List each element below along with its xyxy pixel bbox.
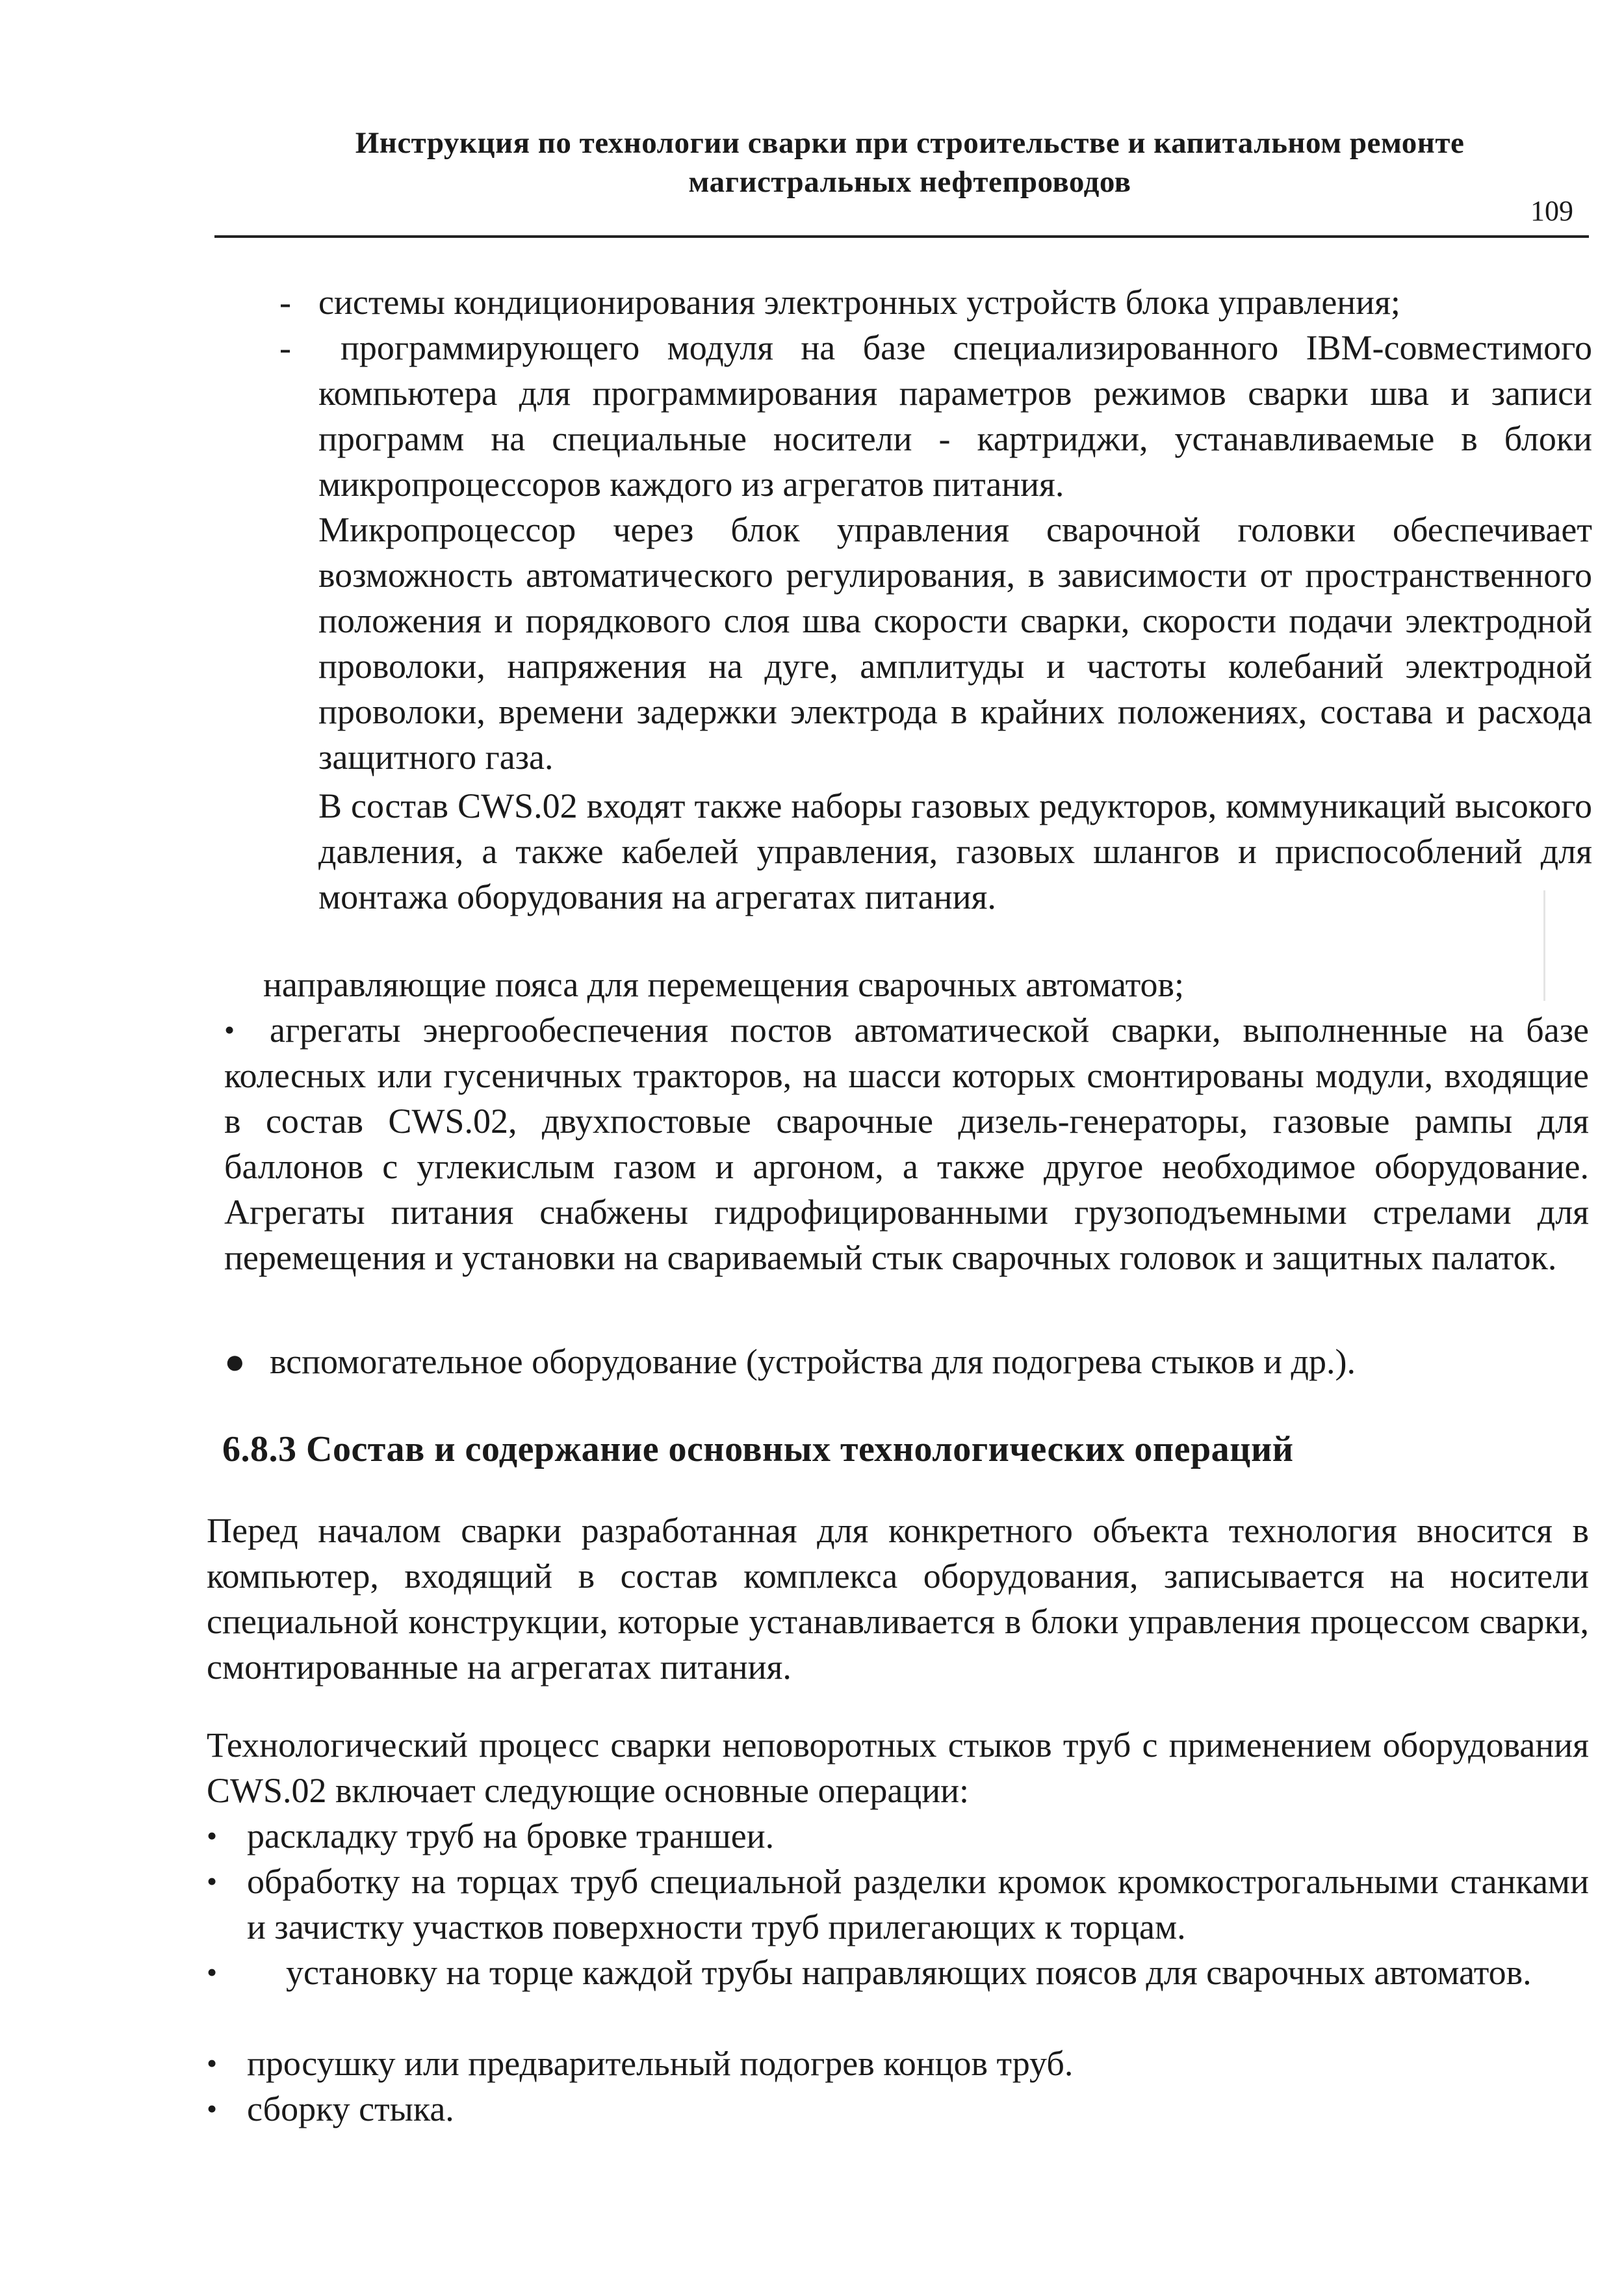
bullet-marker: • [207,2047,218,2080]
section-heading: 6.8.3 Состав и содержание основных технологических операций [222,1429,1294,1469]
bullet-marker: • [207,1865,218,1898]
operation-item: обработку на торцах труб специальной разделки кромок кромкострогальными станками и зачистку участков поверхности труб прилегающих к торцам. [247,1862,1589,1946]
page-number: 109 [1530,195,1573,227]
bullet-marker: • [224,1013,235,1046]
section-intro-paragraph: Перед началом сварки разработанная для конкретного объекта технология вносится в компьютер, входящий в состав комплекса оборудования, записывается на носители специальной конструкции, которые устанавливается в блоки управления процессом сварки, смонтированные на агрегатах питания. [207,1511,1589,1686]
bullet-marker: ● [224,1342,246,1381]
bullet-marker: • [207,2092,218,2125]
dash-marker: - [279,283,291,322]
microprocessor-paragraph: Микропроцессор через блок управления сварочной головки обеспечивает возможность автоматического регулирования, в зависимости от пространственного положения и порядкового слоя шва скорости сварки, скорости подачи электродной проволоки, напряжения на дуге, амплитуды и частоты колебаний электродной проволоки, времени задержки электрода в крайних положениях, состава и расхода защитного газа. [318,510,1592,777]
process-paragraph: Технологический процесс сварки неповоротных стыков труб с применением оборудования CWS.02 включает следующие основные операции: [207,1725,1589,1810]
header-title-line-1: Инструкция по технологии сварки при строительстве и капитальном ремонте [355,126,1465,160]
header-title-line-2: магистральных нефтепроводов [688,165,1131,199]
operation-item: раскладку труб на бровке траншеи. [247,1816,775,1855]
operation-item: просушку или предварительный подогрев концов труб. [247,2044,1074,2083]
dash-marker: - [279,328,291,367]
running-header [214,123,1605,201]
dash-item-programming-module: программирующего модуля на базе специализированного IBM-совместимого компьютера для программирования параметров режимов сварки шва и записи программ на специальные носители - картриджи, устанавливаемые в блоки микропроцессоров каждого из агрегатов питания. [318,328,1592,504]
auxiliary-equipment-item: вспомогательное оборудование (устройства для подогрева стыков и др.). [270,1342,1356,1381]
header-divider [214,235,1589,238]
guide-belts-item: направляющие пояса для перемещения сварочных автоматов; [263,965,1184,1004]
bullet-marker: • [207,1819,218,1852]
dash-item-conditioning: системы кондиционирования электронных устройств блока управления; [318,283,1400,322]
bullet-marker: • [207,1956,218,1989]
cws-composition-paragraph: В состав CWS.02 входят также наборы газовых редукторов, коммуникаций высокого давления, а также кабелей управления, газовых шлангов и приспособлений для монтажа оборудования на агрегатах питания. [318,786,1592,916]
operation-item: сборку стыка. [247,2089,454,2128]
power-units-item: агрегаты энергообеспечения постов автоматической сварки, выполненные на базе колесных или гусеничных тракторов, на шасси которых смонтированы модули, входящие в состав CWS.02, двухпостовые сварочные дизель-генераторы, газовые рампы для баллонов с углекислым газом и аргоном, а также другое необходимое оборудование. Агрегаты питания снабжены гидрофицированными грузоподъемными стрелами для перемещения и установки на свариваемый стык сварочных головок и защитных палаток. [224,1011,1589,1277]
operation-item: установку на торце каждой трубы направляющих поясов для сварочных автоматов. [286,1953,1532,1992]
